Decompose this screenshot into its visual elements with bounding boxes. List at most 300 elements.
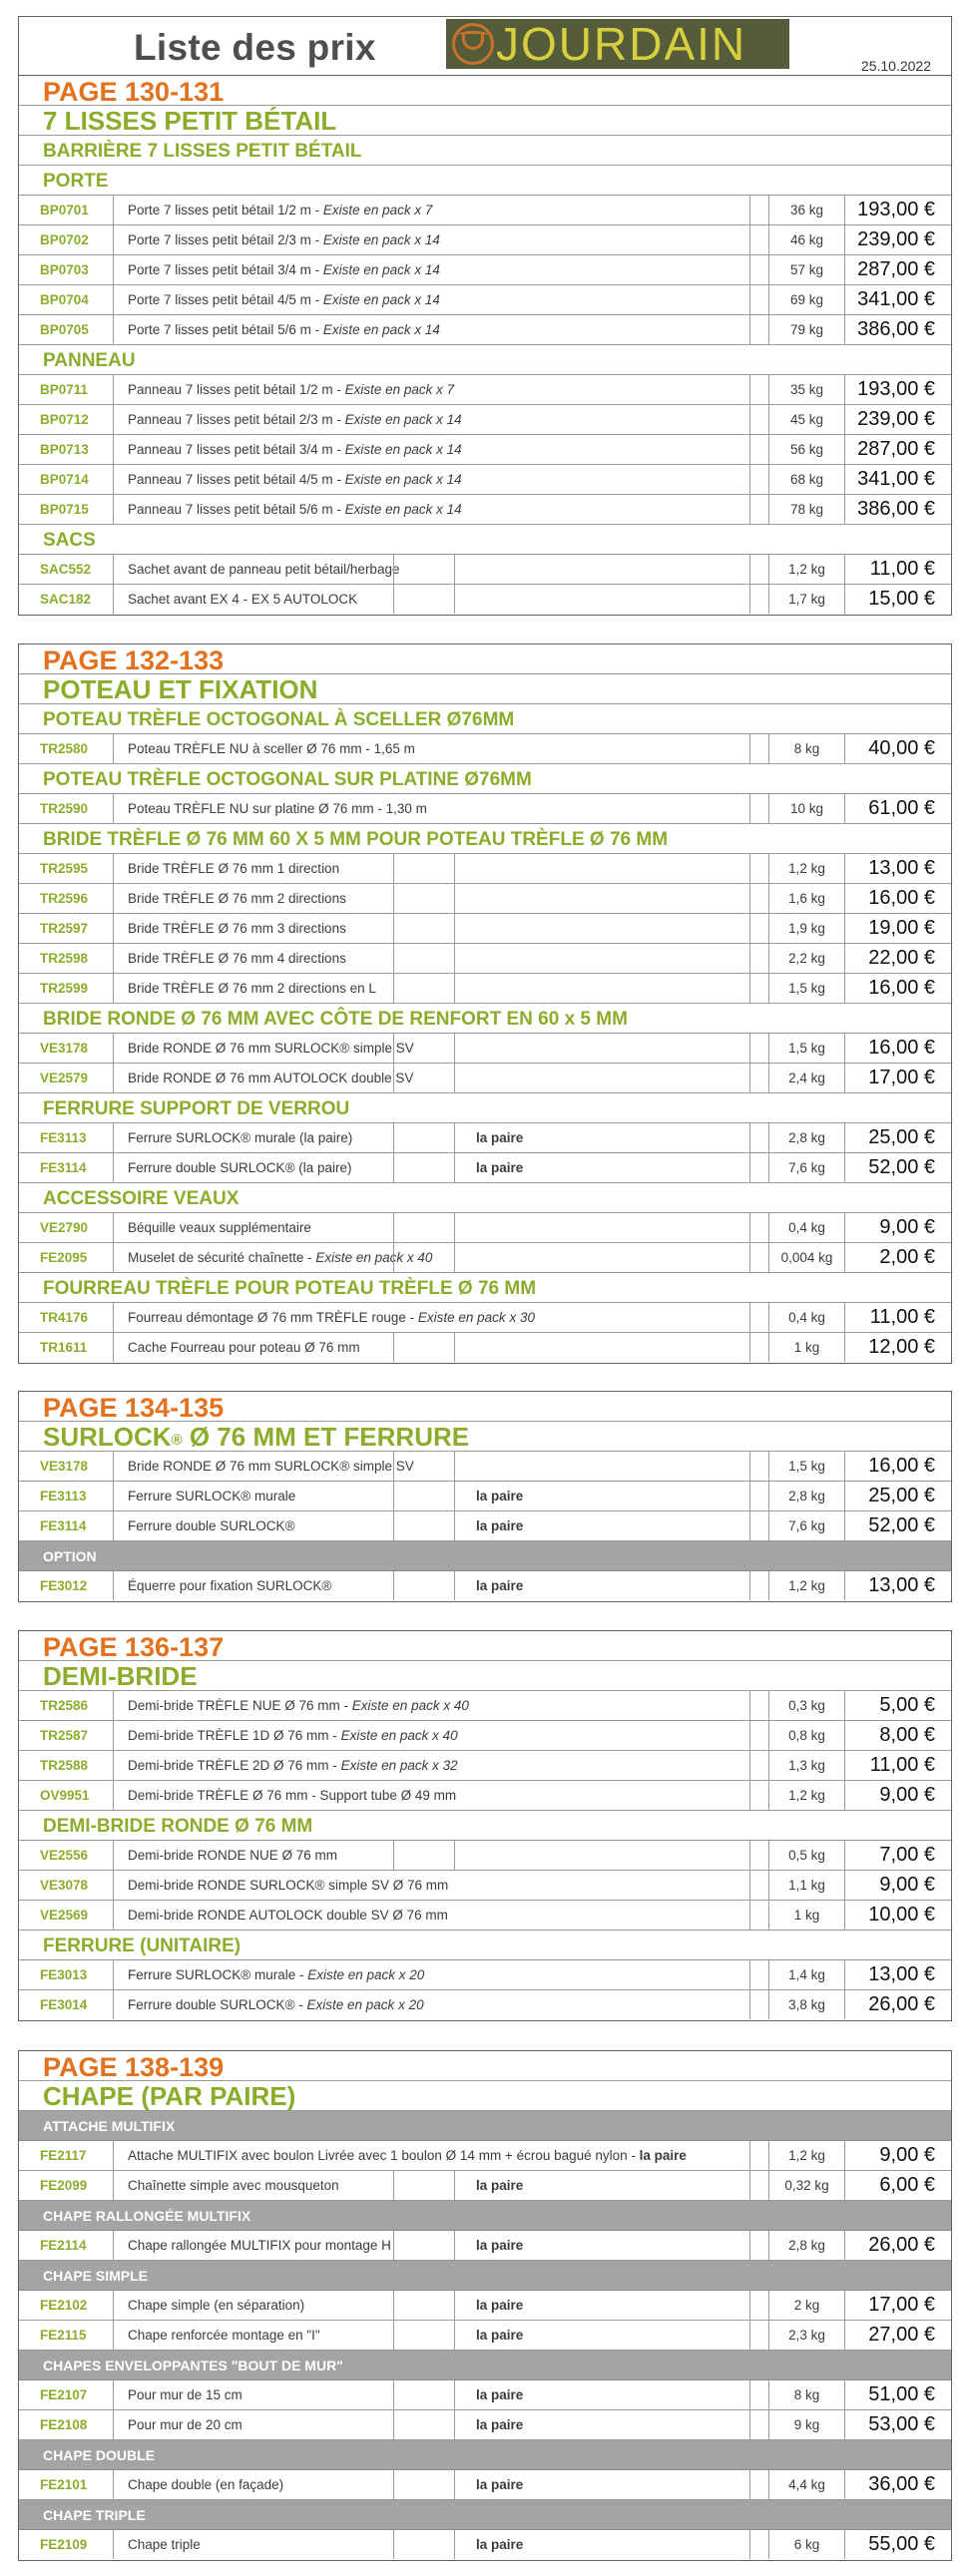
product-description: Attache MULTIFIX avec boulon Livrée avec 1 boulon Ø 14 mm + écrou bagué nylon - la paire	[128, 2148, 687, 2163]
product-description: Bride RONDE Ø 76 mm AUTOLOCK double SV	[128, 1071, 414, 1085]
product-code: TR2599	[19, 974, 114, 1003]
unit-note: la paire	[476, 2178, 524, 2193]
pack-note: Existe en pack x 40	[351, 1698, 469, 1713]
product-row	[19, 914, 951, 944]
product-price: 17,00 €	[868, 1067, 935, 1088]
product-row	[19, 794, 951, 824]
product-description: Panneau 7 lisses petit bétail 3/4 m - Existe en pack x 14	[128, 442, 462, 457]
product-description: Chape renforcée montage en "I"	[128, 2328, 320, 2343]
product-weight: 0,3 kg	[768, 1691, 845, 1720]
product-code: VE2556	[19, 1841, 114, 1870]
product-row	[19, 315, 951, 345]
product-price: 7,00 €	[879, 1844, 935, 1866]
product-row	[19, 884, 951, 914]
brand-logo	[446, 19, 789, 69]
category-band: OPTION	[19, 1541, 951, 1571]
product-row	[19, 734, 951, 764]
product-code: BP0715	[19, 495, 114, 524]
registered-mark: ®	[171, 1432, 183, 1449]
product-row	[19, 974, 951, 1004]
product-weight: 1,4 kg	[768, 1960, 845, 1989]
product-description: Demi-bride TRÈFLE 1D Ø 76 mm - Existe en pack x 40	[128, 1728, 458, 1743]
product-description: Demi-bride RONDE SURLOCK® simple SV Ø 76 mm	[128, 1878, 449, 1893]
product-code: FE2114	[19, 2231, 114, 2260]
product-code: VE3078	[19, 1871, 114, 1900]
unit-note: la paire	[476, 2238, 524, 2253]
product-code: VE3178	[19, 1452, 114, 1481]
product-code: TR2587	[19, 1721, 114, 1750]
product-price: 11,00 €	[869, 1754, 935, 1776]
product-row	[19, 435, 951, 465]
product-weight: 1,2 kg	[768, 2141, 845, 2170]
product-code: TR2586	[19, 1691, 114, 1720]
product-code: FE2095	[19, 1243, 114, 1272]
product-weight: 2,8 kg	[768, 1482, 845, 1510]
product-description: Bride TRÈFLE Ø 76 mm 1 direction	[128, 861, 340, 876]
product-row	[19, 2291, 951, 2321]
product-code: BP0704	[19, 285, 114, 314]
product-price: 26,00 €	[868, 2234, 935, 2256]
product-weight: 57 kg	[768, 255, 845, 284]
product-description: Ferrure double SURLOCK®	[128, 1518, 295, 1533]
product-description: Ferrure SURLOCK® murale	[128, 1489, 296, 1503]
product-row	[19, 285, 951, 315]
product-description: Bride TRÈFLE Ø 76 mm 2 directions en L	[128, 981, 376, 996]
section-page-number: PAGE 136-137	[19, 1631, 951, 1661]
product-code: FE3113	[19, 1482, 114, 1510]
product-description: Muselet de sécurité chaînette - Existe en pack x 40	[128, 1250, 433, 1265]
product-weight: 7,6 kg	[768, 1153, 845, 1182]
pack-note: Existe en pack x 14	[322, 262, 440, 277]
unit-note: la paire	[476, 2477, 524, 2492]
pack-note: Existe en pack x 14	[322, 232, 440, 247]
product-weight: 9 kg	[768, 2410, 845, 2439]
product-price: 9,00 €	[879, 1216, 935, 1238]
product-code: FE2115	[19, 2321, 114, 2350]
price-section	[18, 2050, 952, 2561]
unit-note: la paire	[476, 1489, 524, 1503]
product-code: TR2595	[19, 854, 114, 883]
product-row	[19, 1303, 951, 1333]
product-weight: 1,2 kg	[768, 854, 845, 883]
unit-note: la paire	[476, 2417, 524, 2432]
product-price: 40,00 €	[868, 737, 935, 759]
pack-note: Existe en pack x 30	[417, 1310, 535, 1325]
category-band: CHAPE DOUBLE	[19, 2440, 951, 2470]
product-weight: 1,6 kg	[768, 884, 845, 913]
product-row	[19, 585, 951, 615]
product-description: Ferrure SURLOCK® murale - Existe en pack x 20	[128, 1967, 425, 1982]
product-weight: 0,004 kg	[768, 1243, 845, 1272]
product-row	[19, 1571, 951, 1601]
document-title: Liste des prix	[134, 27, 376, 68]
logo-text: JOURDAIN	[496, 18, 747, 70]
product-price: 341,00 €	[857, 288, 935, 310]
product-row	[19, 1213, 951, 1243]
product-code: FE2101	[19, 2470, 114, 2499]
product-description: Cache Fourreau pour poteau Ø 76 mm	[128, 1340, 360, 1355]
product-description: Chape triple	[128, 2537, 201, 2552]
product-price: 53,00 €	[868, 2413, 935, 2435]
product-description: Panneau 7 lisses petit bétail 4/5 m - Existe en pack x 14	[128, 472, 462, 487]
pack-note: Existe en pack x 14	[344, 442, 462, 457]
product-price: 9,00 €	[879, 1874, 935, 1896]
product-price: 5,00 €	[879, 1694, 935, 1716]
product-code: TR2597	[19, 914, 114, 943]
section-title: POTEAU ET FIXATION	[19, 674, 951, 704]
product-description: Panneau 7 lisses petit bétail 5/6 m - Existe en pack x 14	[128, 502, 462, 517]
product-row	[19, 1751, 951, 1781]
logo-emblem-icon	[452, 23, 494, 65]
product-price: 13,00 €	[868, 1574, 935, 1596]
product-row	[19, 1482, 951, 1511]
product-weight: 1,2 kg	[768, 555, 845, 584]
product-description: Chaînette simple avec mousqueton	[128, 2178, 339, 2193]
pack-note: Existe en pack x 14	[344, 502, 462, 517]
product-description: Demi-bride RONDE NUE Ø 76 mm	[128, 1848, 338, 1863]
section-page-number: PAGE 134-135	[19, 1392, 951, 1422]
product-weight: 8 kg	[768, 734, 845, 763]
product-row	[19, 1691, 951, 1721]
product-code: FE3113	[19, 1123, 114, 1152]
product-row	[19, 2141, 951, 2171]
category-band: CHAPE TRIPLE	[19, 2500, 951, 2530]
product-price: 193,00 €	[857, 378, 935, 400]
product-weight: 46 kg	[768, 225, 845, 254]
product-weight: 1 kg	[768, 1333, 845, 1362]
product-row	[19, 1871, 951, 1901]
unit-note: la paire	[476, 1578, 524, 1593]
product-weight: 0,5 kg	[768, 1841, 845, 1870]
product-weight: 1,2 kg	[768, 1571, 845, 1600]
product-price: 12,00 €	[868, 1336, 935, 1358]
product-description: Panneau 7 lisses petit bétail 2/3 m - Existe en pack x 14	[128, 412, 462, 427]
product-price: 25,00 €	[868, 1126, 935, 1148]
product-weight: 10 kg	[768, 794, 845, 823]
product-code: VE2579	[19, 1064, 114, 1092]
price-section	[18, 75, 952, 616]
product-row	[19, 1333, 951, 1363]
section-title: CHAPE (PAR PAIRE)	[19, 2081, 951, 2111]
product-weight: 0,4 kg	[768, 1303, 845, 1332]
product-weight: 8 kg	[768, 2380, 845, 2409]
unit-note: la paire	[476, 1160, 524, 1175]
product-weight: 1 kg	[768, 1901, 845, 1930]
product-description: Fourreau démontage Ø 76 mm TRÈFLE rouge - Existe en pack x 30	[128, 1310, 535, 1325]
product-description: Poteau TRÈFLE NU sur platine Ø 76 mm - 1,30 m	[128, 801, 427, 816]
product-code: BP0711	[19, 375, 114, 404]
product-price: 27,00 €	[868, 2324, 935, 2346]
product-code: FE3114	[19, 1511, 114, 1540]
product-code: TR2596	[19, 884, 114, 913]
product-code: BP0712	[19, 405, 114, 434]
product-price: 51,00 €	[868, 2383, 935, 2405]
product-price: 193,00 €	[857, 199, 935, 220]
subsection-heading: PORTE	[19, 166, 951, 196]
product-description: Demi-bride TRÈFLE 2D Ø 76 mm - Existe en pack x 32	[128, 1758, 458, 1773]
unit-note: la paire	[476, 1518, 524, 1533]
product-row	[19, 1721, 951, 1751]
product-price: 16,00 €	[868, 1037, 935, 1059]
product-code: FE2108	[19, 2410, 114, 2439]
price-section	[18, 644, 952, 1364]
product-price: 2,00 €	[879, 1246, 935, 1268]
product-code: TR2580	[19, 734, 114, 763]
product-weight: 1,5 kg	[768, 974, 845, 1003]
product-weight: 36 kg	[768, 196, 845, 224]
product-weight: 56 kg	[768, 435, 845, 464]
product-description: Ferrure SURLOCK® murale (la paire)	[128, 1130, 353, 1145]
product-price: 11,00 €	[869, 558, 935, 580]
product-description: Demi-bride RONDE AUTOLOCK double SV Ø 76 mm	[128, 1908, 448, 1923]
pack-note: Existe en pack x 40	[340, 1728, 458, 1743]
product-weight: 2 kg	[768, 2291, 845, 2320]
subsection-heading: FERRURE SUPPORT DE VERROU	[19, 1093, 951, 1123]
product-code: FE2099	[19, 2171, 114, 2200]
product-code: FE2117	[19, 2141, 114, 2170]
product-row	[19, 1511, 951, 1541]
price-section	[18, 1630, 952, 2021]
section-page-number: PAGE 138-139	[19, 2051, 951, 2081]
pack-note: Existe en pack x 14	[344, 472, 462, 487]
product-weight: 2,3 kg	[768, 2321, 845, 2350]
product-weight: 79 kg	[768, 315, 845, 344]
pack-note: Existe en pack x 14	[322, 322, 440, 337]
product-row	[19, 2470, 951, 2500]
product-price: 287,00 €	[857, 258, 935, 280]
product-code: SAC182	[19, 585, 114, 614]
product-row	[19, 1243, 951, 1273]
product-code: TR2598	[19, 944, 114, 973]
product-row	[19, 2380, 951, 2410]
product-row	[19, 1452, 951, 1482]
product-weight: 0,8 kg	[768, 1721, 845, 1750]
product-description: Porte 7 lisses petit bétail 4/5 m - Existe en pack x 14	[128, 292, 440, 307]
product-row	[19, 2321, 951, 2351]
product-price: 9,00 €	[879, 1784, 935, 1806]
pack-note: Existe en pack x 7	[322, 203, 433, 217]
subsection-heading: POTEAU TRÈFLE OCTOGONAL SUR PLATINE Ø76MM	[19, 764, 951, 794]
product-price: 17,00 €	[868, 2294, 935, 2316]
product-weight: 0,4 kg	[768, 1213, 845, 1242]
pack-note: Existe en pack x 14	[322, 292, 440, 307]
category-band: ATTACHE MULTIFIX	[19, 2111, 951, 2141]
product-row	[19, 375, 951, 405]
section-title: DEMI-BRIDE	[19, 1661, 951, 1691]
product-price: 6,00 €	[879, 2174, 935, 2196]
product-weight: 68 kg	[768, 465, 845, 494]
section-title: 7 LISSES PETIT BÉTAIL	[19, 106, 951, 136]
product-weight: 1,3 kg	[768, 1751, 845, 1780]
product-row	[19, 225, 951, 255]
product-row	[19, 196, 951, 225]
unit-note: la paire	[476, 1130, 524, 1145]
section-page-number: PAGE 130-131	[19, 76, 951, 106]
product-price: 26,00 €	[868, 1993, 935, 2015]
subsection-heading: FOURREAU TRÈFLE POUR POTEAU TRÈFLE Ø 76 MM	[19, 1273, 951, 1303]
product-code: BP0705	[19, 315, 114, 344]
product-code: FE2102	[19, 2291, 114, 2320]
product-price: 16,00 €	[868, 1455, 935, 1477]
product-code: TR2590	[19, 794, 114, 823]
product-code: TR1611	[19, 1333, 114, 1362]
subsection-heading: BRIDE TRÈFLE Ø 76 MM 60 X 5 MM POUR POTEAU TRÈFLE Ø 76 MM	[19, 824, 951, 854]
product-description: Chape simple (en séparation)	[128, 2298, 305, 2313]
product-description: Porte 7 lisses petit bétail 3/4 m - Existe en pack x 14	[128, 262, 440, 277]
subsection-heading: FERRURE (UNITAIRE)	[19, 1931, 951, 1960]
product-price: 15,00 €	[868, 588, 935, 610]
product-description: Chape double (en façade)	[128, 2477, 284, 2492]
pack-note: Existe en pack x 32	[340, 1758, 458, 1773]
product-code: BP0702	[19, 225, 114, 254]
product-description: Demi-bride TRÈFLE NUE Ø 76 mm - Existe en pack x 40	[128, 1698, 469, 1713]
unit-note: la paire	[476, 2537, 524, 2552]
subsection-heading: PANNEAU	[19, 345, 951, 375]
product-weight: 0,32 kg	[768, 2171, 845, 2200]
product-description: Demi-bride TRÈFLE Ø 76 mm - Support tube Ø 49 mm	[128, 1788, 457, 1803]
product-weight: 4,4 kg	[768, 2470, 845, 2499]
product-price: 239,00 €	[857, 228, 935, 250]
product-code: BP0701	[19, 196, 114, 224]
product-price: 22,00 €	[868, 947, 935, 969]
product-row	[19, 2171, 951, 2201]
product-description: Bride RONDE Ø 76 mm SURLOCK® simple SV	[128, 1459, 414, 1474]
product-price: 386,00 €	[857, 318, 935, 340]
unit-note: la paire	[476, 2298, 524, 2313]
product-weight: 69 kg	[768, 285, 845, 314]
product-code: SAC552	[19, 555, 114, 584]
product-code: BP0713	[19, 435, 114, 464]
pack-note: Existe en pack x 7	[344, 382, 455, 397]
product-code: BP0714	[19, 465, 114, 494]
category-band: CHAPE RALLONGÉE MULTIFIX	[19, 2201, 951, 2231]
product-description: Poteau TRÈFLE NU à sceller Ø 76 mm - 1,65 m	[128, 741, 415, 756]
unit-note: la paire	[476, 2387, 524, 2402]
product-description: Béquille veaux supplémentaire	[128, 1220, 311, 1235]
product-weight: 2,8 kg	[768, 1123, 845, 1152]
product-weight: 3,8 kg	[768, 1990, 845, 2019]
product-description: Sachet avant EX 4 - EX 5 AUTOLOCK	[128, 592, 358, 607]
product-row	[19, 1123, 951, 1153]
product-weight: 1,5 kg	[768, 1452, 845, 1481]
product-description: Panneau 7 lisses petit bétail 1/2 m - Existe en pack x 7	[128, 382, 455, 397]
product-row	[19, 1960, 951, 1990]
product-code: OV9951	[19, 1781, 114, 1810]
product-code: FE3014	[19, 1990, 114, 2019]
product-row	[19, 405, 951, 435]
product-description: Ferrure double SURLOCK® (la paire)	[128, 1160, 352, 1175]
product-weight: 2,8 kg	[768, 2231, 845, 2260]
product-description: Pour mur de 15 cm	[128, 2387, 242, 2402]
subsection-heading: SACS	[19, 525, 951, 555]
product-price: 13,00 €	[868, 857, 935, 879]
pack-note: Existe en pack x 14	[344, 412, 462, 427]
unit-note: la paire	[476, 2328, 524, 2343]
subsection-heading: ACCESSOIRE VEAUX	[19, 1183, 951, 1213]
product-price: 55,00 €	[868, 2533, 935, 2555]
product-description: Pour mur de 20 cm	[128, 2417, 242, 2432]
product-weight: 7,6 kg	[768, 1511, 845, 1540]
category-band: CHAPE SIMPLE	[19, 2261, 951, 2291]
product-code: VE2569	[19, 1901, 114, 1930]
product-price: 287,00 €	[857, 438, 935, 460]
product-code: TR4176	[19, 1303, 114, 1332]
product-weight: 45 kg	[768, 405, 845, 434]
product-price: 52,00 €	[868, 1514, 935, 1536]
product-price: 19,00 €	[868, 917, 935, 939]
subsection-heading: DEMI-BRIDE RONDE Ø 76 MM	[19, 1811, 951, 1841]
product-description: Sachet avant de panneau petit bétail/herbage	[128, 562, 400, 577]
product-description: Porte 7 lisses petit bétail 2/3 m - Existe en pack x 14	[128, 232, 440, 247]
product-code: FE3012	[19, 1571, 114, 1600]
pair-note: la paire	[639, 2148, 687, 2163]
product-code: FE2107	[19, 2380, 114, 2409]
product-row	[19, 1064, 951, 1093]
product-description: Porte 7 lisses petit bétail 1/2 m - Existe en pack x 7	[128, 203, 433, 217]
pack-note: Existe en pack x 40	[315, 1250, 433, 1265]
product-weight: 35 kg	[768, 375, 845, 404]
product-weight: 1,5 kg	[768, 1034, 845, 1063]
product-price: 25,00 €	[868, 1485, 935, 1506]
product-price: 386,00 €	[857, 498, 935, 520]
product-row	[19, 2410, 951, 2440]
price-section	[18, 1391, 952, 1602]
document-date: 25.10.2022	[860, 58, 931, 74]
product-row	[19, 1841, 951, 1871]
product-row	[19, 854, 951, 884]
product-row	[19, 1990, 951, 2020]
document-header	[18, 16, 952, 76]
product-row	[19, 2530, 951, 2560]
subsection-heading: BARRIÈRE 7 LISSES PETIT BÉTAIL	[19, 136, 951, 166]
product-description: Porte 7 lisses petit bétail 5/6 m - Existe en pack x 14	[128, 322, 440, 337]
product-price: 8,00 €	[879, 1724, 935, 1746]
product-weight: 2,2 kg	[768, 944, 845, 973]
product-description: Équerre pour fixation SURLOCK®	[128, 1578, 332, 1593]
product-price: 11,00 €	[869, 1306, 935, 1328]
product-price: 10,00 €	[868, 1904, 935, 1926]
product-row	[19, 1901, 951, 1931]
product-code: FE3114	[19, 1153, 114, 1182]
product-description: Chape rallongée MULTIFIX pour montage H	[128, 2238, 391, 2253]
product-weight: 2,4 kg	[768, 1064, 845, 1092]
subsection-heading: BRIDE RONDE Ø 76 MM AVEC CÔTE DE RENFORT EN 60 x 5 MM	[19, 1004, 951, 1034]
subsection-heading: POTEAU TRÈFLE OCTOGONAL À SCELLER Ø76MM	[19, 704, 951, 734]
product-row	[19, 2231, 951, 2261]
product-weight: 1,7 kg	[768, 585, 845, 614]
product-row	[19, 255, 951, 285]
product-price: 52,00 €	[868, 1156, 935, 1178]
product-code: FE2109	[19, 2530, 114, 2559]
product-row	[19, 1781, 951, 1811]
product-weight: 78 kg	[768, 495, 845, 524]
product-row	[19, 465, 951, 495]
product-price: 16,00 €	[868, 887, 935, 909]
product-code: VE2790	[19, 1213, 114, 1242]
pack-note: Existe en pack x 20	[307, 1967, 425, 1982]
product-price: 341,00 €	[857, 468, 935, 490]
product-price: 61,00 €	[868, 797, 935, 819]
section-page-number: PAGE 132-133	[19, 644, 951, 674]
product-code: TR2588	[19, 1751, 114, 1780]
product-price: 16,00 €	[868, 977, 935, 999]
product-weight: 1,2 kg	[768, 1781, 845, 1810]
product-weight: 1,1 kg	[768, 1871, 845, 1900]
product-description: Ferrure double SURLOCK® - Existe en pack x 20	[128, 1997, 424, 2012]
category-band: CHAPES ENVELOPPANTES "BOUT DE MUR"	[19, 2351, 951, 2380]
product-code: FE3013	[19, 1960, 114, 1989]
product-price: 9,00 €	[879, 2144, 935, 2166]
